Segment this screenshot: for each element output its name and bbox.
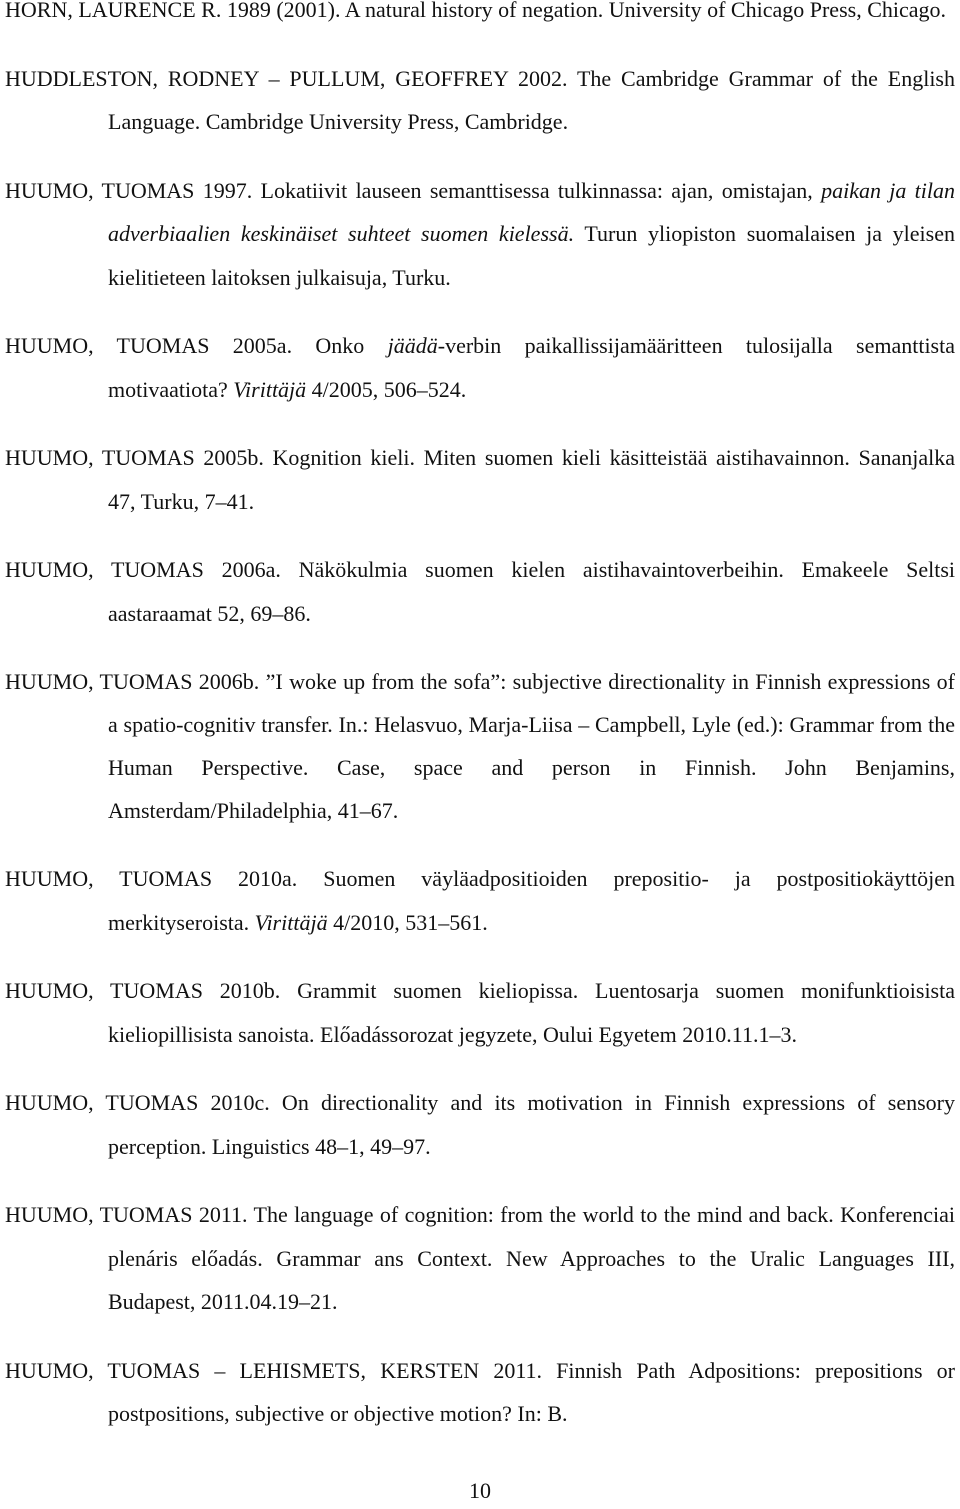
entry-text: HORN, LAURENCE R. 1989 (2001). A natural history of negation. University of Chicago Press, Chicago. (5, 0, 947, 22)
page-number: 10 (469, 1478, 491, 1503)
entry-text: 4/2005, 506–524. (306, 376, 467, 402)
bibliography-list (5, 0, 955, 1436)
bibliography-entry (5, 857, 955, 944)
entry-text: HUUMO, TUOMAS 2010c. On directionality and its motivation in Finnish expressions of sensory perception. Linguistics 48–1, 49–97. (5, 1090, 955, 1159)
bibliography-entry (5, 548, 955, 635)
bibliography-page (5, 0, 955, 1461)
entry-text: HUUMO, TUOMAS 2005b. Kognition kieli. Miten suomen kieli käsitteistää aistihavainnon. Sananjalka 47, Turku, 7–41. (5, 445, 955, 514)
entry-text: HUUMO, TUOMAS 2006b. ”I woke up from the sofa”: subjective directionality in Finnish expressions of a spatio-cognitiv transfer. In.: Helasvuo, Marja-Liisa – Campbell, Lyle (ed.): Grammar from the Human Perspective. Case, space and person in Finnish. John Benjamins, Amsterdam/Philadelphia, 41–67. (5, 669, 955, 823)
entry-italic-text: Virittäjä (254, 909, 328, 935)
entry-text: -verbin paikallissijamääritteen tulosijalla semanttista motivaatiota? (108, 333, 955, 402)
entry-text: HUUMO, TUOMAS 2010b. Grammit suomen kieliopissa. Luentosarja suomen monifunktioisista kieliopillisista sanoista. Előadássorozat jegyzete, Oului Egyetem 2010.11.1–3. (5, 978, 955, 1047)
bibliography-entry (5, 1349, 955, 1436)
bibliography-entry (5, 660, 955, 832)
entry-italic-text: paikan ja tilan adverbiaalien keskinäiset suhteet suomen kielessä. (108, 177, 956, 246)
bibliography-entry (5, 324, 955, 411)
bibliography-entry (5, 969, 955, 1056)
entry-text: HUUMO, TUOMAS 2006a. Näkökulmia suomen kielen aistihavaintoverbeihin. Emakeele Seltsi aastaraamat 52, 69–86. (5, 557, 955, 626)
entry-italic-text: jäädä (387, 333, 438, 358)
entry-text: HUUMO, TUOMAS 2011. The language of cognition: from the world to the mind and back. Konferenciai plenáris előadás. Grammar ans Context. New Approaches to the Uralic Languages III, Budapest, 2011.04.19–21. (5, 1202, 955, 1314)
entry-text: HUUMO, TUOMAS 2010a. Suomen väyläadpositioiden prepositio- ja postpositiokäyttöjen merkityseroista. (5, 866, 955, 935)
entry-italic-text: Virittäjä (233, 376, 307, 402)
entry-text: HUDDLESTON, RODNEY – PULLUM, GEOFFREY 2002. The Cambridge Grammar of the English Language. Cambridge University Press, Cambridge. (5, 65, 955, 134)
bibliography-entry (5, 1193, 955, 1324)
entry-text: HUUMO, TUOMAS – LEHISMETS, KERSTEN 2011. Finnish Path Adpositions: prepositions or postpositions, subjective or objective motion? In: B. (5, 1357, 955, 1426)
bibliography-entry (5, 436, 955, 523)
entry-text: HUUMO, TUOMAS 2005a. Onko (5, 333, 388, 358)
bibliography-entry (5, 0, 955, 32)
bibliography-entry (5, 169, 955, 300)
entry-text: HUUMO, TUOMAS 1997. Lokatiivit lauseen semanttisessa tulkinnassa: ajan, omistajan, (5, 177, 822, 203)
bibliography-entry (5, 57, 955, 144)
entry-text: Turun yliopiston suomalaisen ja yleisen kielitieteen laitoksen julkaisuja, Turku. (108, 221, 955, 290)
entry-text: 4/2010, 531–561. (327, 909, 488, 935)
bibliography-entry (5, 1081, 955, 1168)
